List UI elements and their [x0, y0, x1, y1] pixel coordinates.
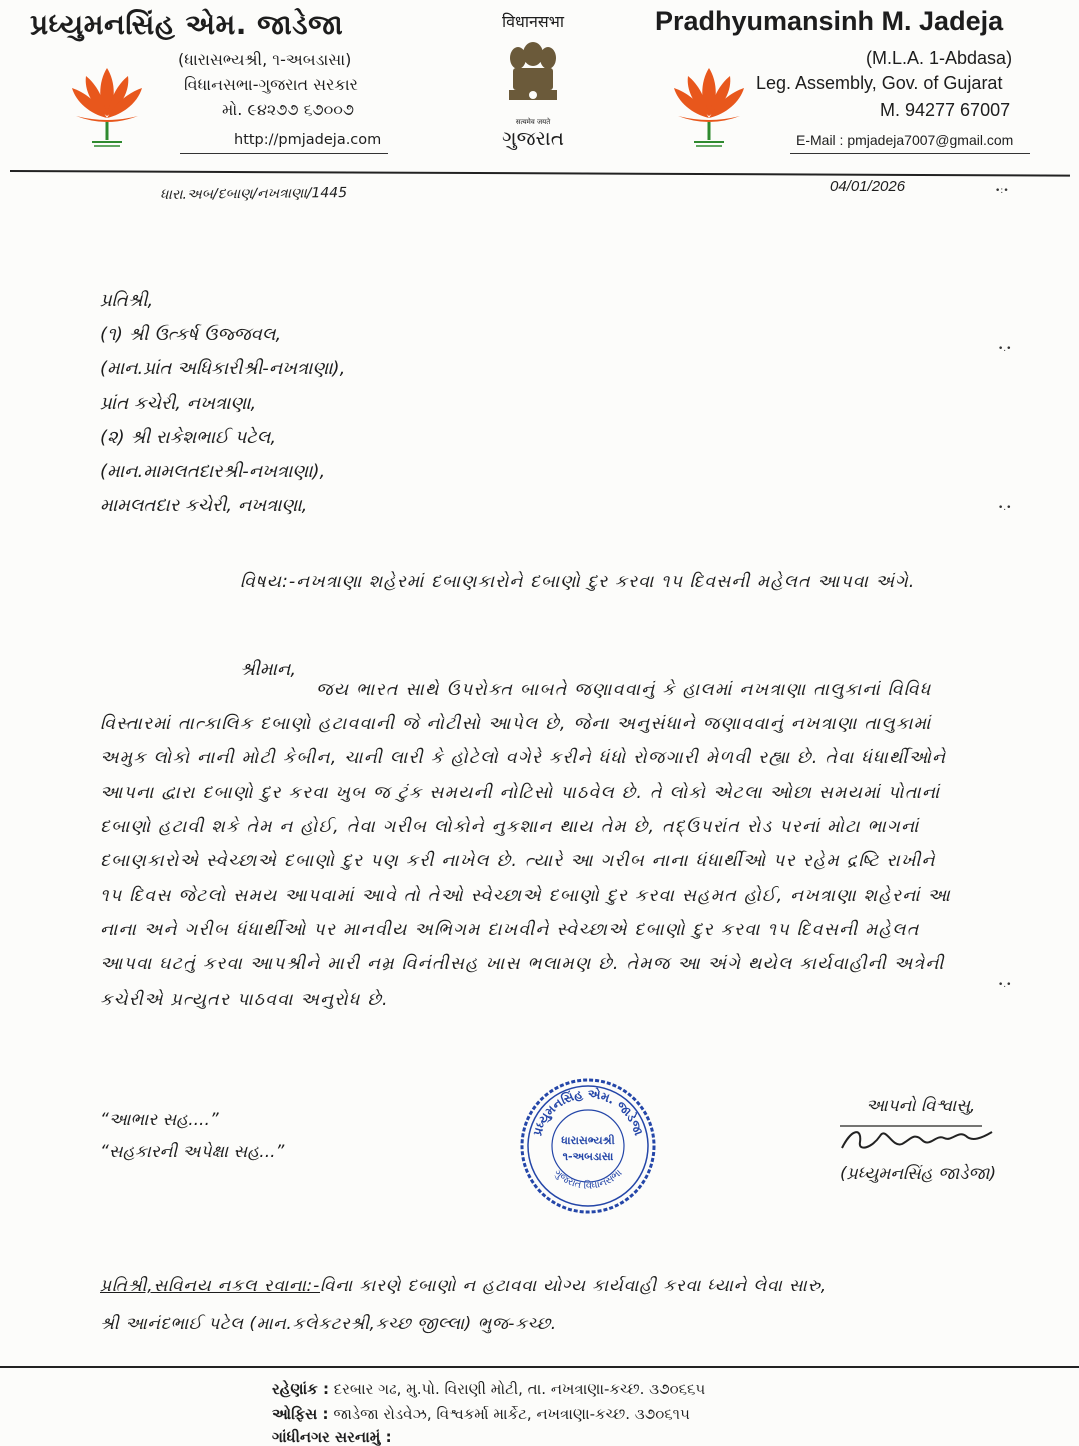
- copy-to-label: પ્રતિશ્રી,સવિનય નકલ રવાના:-: [100, 1276, 321, 1296]
- bjp-lotus-logo-right: [664, 60, 754, 150]
- salutation: શ્રીમાન,: [240, 659, 297, 680]
- body-line: આપવા ઘટતું કરવા આપશ્રીને મારી નમ્ર વિનંતીસહ ખાસ ભલામણ છે. તેમજ આ અંગે થયેલ કાર્યવાહીની અત્રેની: [100, 954, 945, 974]
- signatory-name: (પ્રધ્યુમનસિંહ જાડેજા): [840, 1164, 997, 1184]
- copy-to-line: [100, 1276, 827, 1296]
- emblem-vidhansabha-text: विधानसभा: [501, 12, 565, 31]
- addressee-line: પ્રાંત કચેરી, નખત્રાણા,: [100, 393, 257, 414]
- stamp-outer-text: પ્રધ્યુમનસિંહ એમ. જાડેજા: [530, 1086, 646, 1138]
- letterhead-divider: [10, 170, 1070, 177]
- tick-mark: •:•: [995, 186, 1009, 196]
- emblem-gujarat-text: ગુજરાત: [501, 126, 565, 150]
- body-line: નાના અને ગરીબ ધંધાર્થીઓ પર માનવીય અભિગમ દાખવીને સ્વેચ્છાએ દબાણો દુર કરવા ૧૫ દિવસની મહેલત: [100, 920, 920, 940]
- body-line: દબાણો હટાવી શકે તેમ ન હોઈ, તેવા ગરીબ લોકોને નુકશાન થાય તેમ છે, તદ્ઉપરાંત રોડ પરનાં મોટા ભાગનાં: [100, 817, 920, 837]
- body-line: દબાણકારોએ સ્વેચ્છાએ દબાણો દુર પણ કરી નાખેલ છે. ત્યારે આ ગરીબ નાના ધંધાર્થીઓ પર રહેમ દ્રષ્ટિ રાખીને: [100, 851, 936, 871]
- letterhead-gujarati-name: પ્રધ્યુમનસિંહ એમ. જાડેજા: [30, 8, 344, 41]
- emblem-motto: सत्यमेव जयते: [515, 118, 551, 126]
- letterhead-gujarati-designation: (ધારાસભ્યશ્રી, ૧-અબડાસા): [178, 50, 352, 69]
- copy-to-recipient: શ્રી આનંદભાઈ પટેલ (માન.કલેકટરશ્રી,કચ્છ જીલ્લા) ભુજ-કચ્છ.: [100, 1314, 557, 1334]
- handwritten-signature: [832, 1118, 1012, 1162]
- footer-divider: [0, 1366, 1079, 1368]
- addressee-line: પ્રતિશ્રી,: [100, 290, 154, 311]
- footer-office-address: જાડેજા રોડવેઝ, વિશ્વકર્મા માર્કેટ, નખત્રાણા-કચ્છ. ૩૭૦૬૧૫: [333, 1405, 690, 1423]
- letterhead-gujarati-mobile: મો. ૯૪૨૭૭ ૬૭૦૦૭: [222, 100, 355, 119]
- addressee-line: (૨) શ્રી રાકેશભાઈ પટેલ,: [100, 427, 277, 448]
- state-emblem: [478, 6, 588, 156]
- stamp-bottom-text: ગુજરાત વિધાનસભા: [551, 1167, 625, 1192]
- official-rubber-stamp: [518, 1076, 658, 1216]
- body-line: અમુક લોકો નાની મોટી કેબીન, ચાની લારી કે હોટેલો વગેરે કરીને ધંધો રોજગારી મેળવી રહ્યા છે. તેવા ધંધાર્થીઓને: [100, 748, 947, 768]
- tick-mark: •.•: [998, 344, 1012, 354]
- body-line: ૧૫ દિવસ જેટલો સમય આપવામાં આવે તો તેઓ સ્વેચ્છાએ દબાણો દુર કરવા સહમત હોઈ, નખત્રાણા શહેરનાં આ: [100, 886, 952, 906]
- footer-office-label: ઓફિસ :: [272, 1405, 329, 1423]
- footer-residence: [272, 1380, 705, 1398]
- footer-gandhinagar: [272, 1428, 392, 1446]
- addressee-line: (માન.પ્રાંત અધિકારીશ્રી-નખત્રાણા),: [100, 358, 346, 379]
- addressee-line: (૧) શ્રી ઉત્કર્ષ ઉજ્જવલ,: [100, 324, 282, 345]
- stamp-center-line2: ૧-અબડાસા: [562, 1150, 614, 1163]
- website-underline: [180, 153, 388, 154]
- letter-date: 04/01/2026: [830, 178, 906, 195]
- letterhead-gujarati-assembly: વિધાનસભા-ગુજરાત સરકાર: [184, 75, 358, 94]
- closing-thanks: “આભાર સહ....”: [100, 1110, 219, 1130]
- closing-cooperation: “સહકારની અપેક્ષા સહ...”: [100, 1142, 285, 1162]
- body-line: કચેરીએ પ્રત્યુતર પાઠવવા અનુરોધ છે.: [100, 990, 389, 1010]
- tick-mark: •.•: [998, 980, 1012, 990]
- letterhead-english-name: Pradhyumansinh M. Jadeja: [655, 6, 1004, 36]
- ashoka-lion-icon: [503, 36, 563, 116]
- letterhead-english-designation: (M.L.A. 1-Abdasa): [866, 48, 1013, 68]
- body-line: વિસ્તારમાં તાત્કાલિક દબાણો હટાવવાની જે નોટીસો આપેલ છે, જેના અનુસંધાને જણાવવાનું નખત્રાણા તાલુકામાં: [100, 714, 932, 734]
- reference-number: ધારા.અબ/દબાણ/નખત્રાણા/1445: [159, 185, 348, 203]
- footer-residence-label: રહેણાંક :: [272, 1380, 329, 1398]
- letterhead-email: E-Mail : pmjadeja7007@gmail.com: [796, 132, 1014, 148]
- letter-subject: વિષય:-નખત્રાણા શહેરમાં દબાણકારોને દબાણો દુર કરવા ૧૫ દિવસની મહેલત આપવા અંગે.: [240, 572, 916, 592]
- copy-to-text: વિના કારણે દબાણો ન હટાવવા યોગ્ય કાર્યવાહી કરવા ધ્યાને લેવા સારુ,: [320, 1276, 827, 1296]
- bjp-lotus-logo-left: [62, 60, 152, 150]
- tick-mark: •.•: [998, 503, 1012, 513]
- footer-residence-address: દરબાર ગઢ, મુ.પો. વિરાણી મોટી, તા. નખત્રાણા-કચ્છ. ૩૭૦૬૬૫: [333, 1380, 706, 1398]
- addressee-line: (માન.મામલતદારશ્રી-નખત્રાણા),: [100, 461, 326, 482]
- email-underline: [790, 153, 1030, 154]
- stamp-center-line1: ધારાસભ્યશ્રી: [561, 1134, 615, 1147]
- footer-office: [272, 1405, 690, 1423]
- addressee-line: મામલતદાર કચેરી, નખત્રાણા,: [100, 495, 308, 516]
- letterhead-website: http://pmjadeja.com: [234, 132, 382, 148]
- letterhead-english-mobile: M. 94277 67007: [880, 100, 1011, 120]
- closing-regards: આપનો વિશ્વાસુ,: [866, 1096, 976, 1116]
- footer-gandhinagar-label: ગાંધીનગર સરનામું :: [272, 1428, 392, 1446]
- letterhead-english-assembly: Leg. Assembly, Gov. of Gujarat: [756, 73, 1003, 93]
- body-line: આપના દ્વારા દબાણો દુર કરવા ખુબ જ ટુંક સમયની નોટિસો પાઠવેલ છે. તે લોકો એટલા ઓછા સમયમાં પોતાનાં: [100, 783, 941, 803]
- body-line: જય ભારત સાથે ઉપરોક્ત બાબતે જણાવવાનું કે હાલમાં નખત્રાણા તાલુકાનાં વિવિધ: [316, 680, 932, 700]
